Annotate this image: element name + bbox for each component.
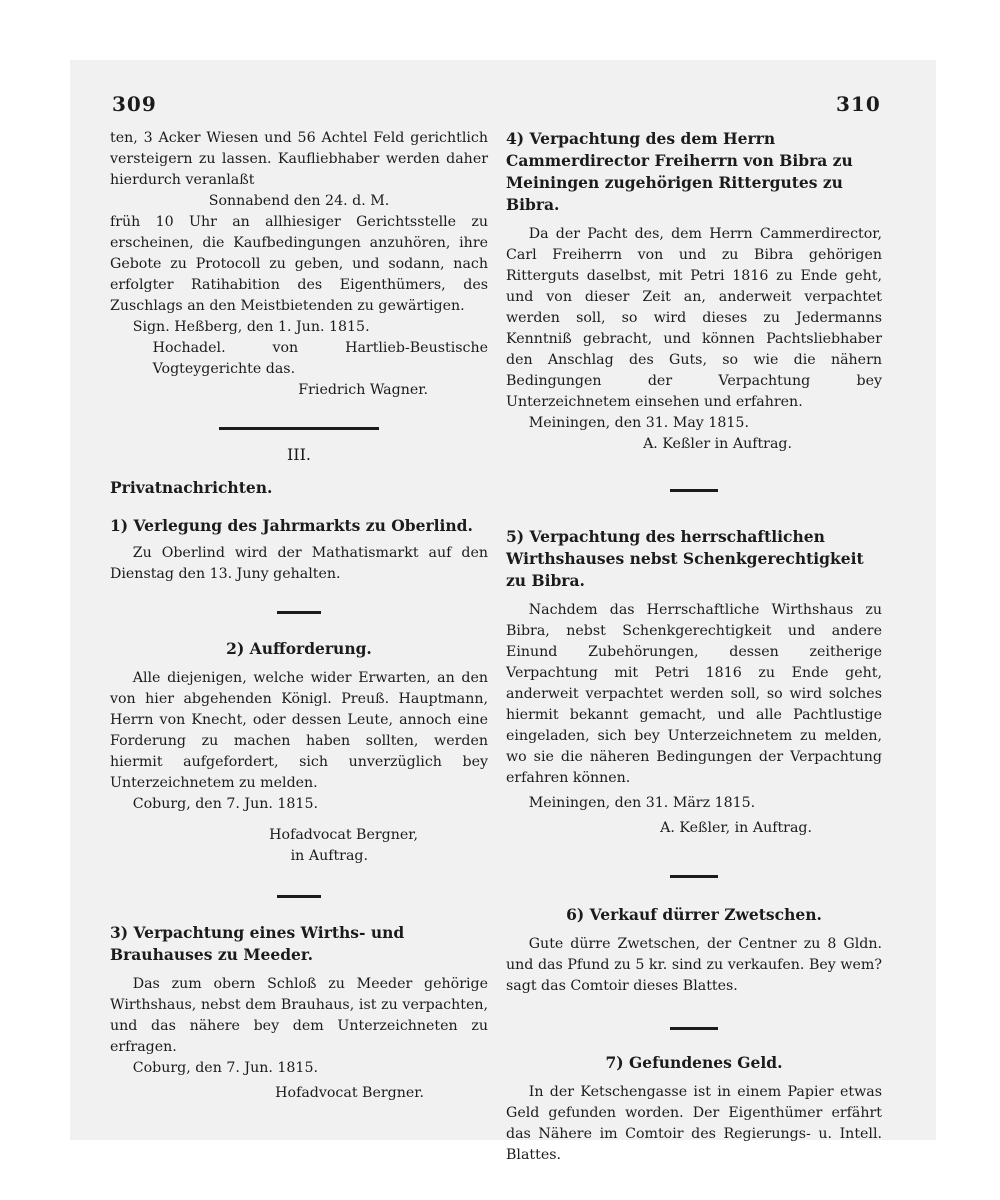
notice-2-body: Alle diejenigen, welche wider Erwarten, an den von hier abgehenden Königl. Preuß. Hauptmann, Herrn von Knecht, oder dessen Leute, annoch eine Forderung zu machen haben sollten, werden hiermit aufgefordert, sich unverzüglich bey Unterzeichnetem zu melden. (110, 670, 488, 791)
notice-4-heading: 4) Verpachtung des dem Herrn Cammerdirector Freiherrn von Bibra zu Meiningen zugehörigen Rittergutes zu Bibra. (506, 129, 853, 214)
notice-1-body: Zu Oberlind wird der Mathatismarkt auf den Dienstag den 13. Juny gehalten. (110, 545, 488, 582)
notice-2-place-date: Coburg, den 7. Jun. 1815. (132, 796, 318, 812)
intro-body-2: früh 10 Uhr an allhiesiger Gerichtsstelle zu erscheinen, die Kaufbedingungen anzuhören, ihre Gebote zu Protocoll zu geben, und sodann, nach erfolgter Ratihabition des Eigenthümers, des Zuschlags an den Meistbietenden zu gewärtigen. (110, 214, 488, 314)
section-number: III. (286, 445, 312, 464)
intro-sign: Sign. Heßberg, den 1. Jun. 1815. (132, 319, 370, 335)
page-number-left: 309 (112, 92, 157, 116)
notice-4-place-date: Meiningen, den 31. May 1815. (528, 415, 749, 431)
notice-5-signer: A. Keßler, in Auftrag. (660, 820, 812, 836)
notice-4-body: Da der Pacht des, dem Herrn Cammerdirector, Carl Freiherrn von und zu Bibra gehörigen Ritterguts daselbst, mit Petri 1816 zu Ende geht, und von dieser Zeit an, anderweit verpachtet werden soll, so wird dieses zu Jedermanns Kenntniß gebracht, und können Pachtsliebhaber den Anschlag des Guts, so wie die nähern Bedingungen der Verpachtung bey Unterzeichnetem einsehen und erfahren. (506, 226, 882, 410)
notice-4-signer: A. Keßler in Auftrag. (643, 436, 792, 452)
notice-5-body: Nachdem das Herrschaftliche Wirthshaus zu Bibra, nebst Schenkgerechtigkeit und andere Einund Zubehörungen, dessen zeitherige Verpachtung mit Petri 1816 zu Ende geht, anderweit verpachtet werden soll, so wird solches hiermit bekannt gemacht, und alle Pachtlustige eingeladen, sich bey Unterzeichnetem zu melden, wo sie die näheren Bedingungen der Verpachtung erfahren können. (506, 602, 882, 786)
right-column (506, 128, 882, 1166)
section-title: Privatnachrichten. (110, 478, 273, 497)
left-column (110, 128, 488, 1104)
notice-1-heading: 1) Verlegung des Jahrmarkts zu Oberlind. (110, 516, 473, 535)
divider (670, 489, 718, 492)
notice-3-place-date: Coburg, den 7. Jun. 1815. (132, 1060, 318, 1076)
intro-signer: Friedrich Wagner. (298, 382, 428, 398)
divider (670, 875, 718, 878)
intro-authority: Hochadel. von Hartlieb-Beustische Vogteygerichte das. (152, 340, 488, 377)
notice-7-heading: 7) Gefundenes Geld. (605, 1053, 783, 1072)
notice-6-body: Gute dürre Zwetschen, der Centner zu 8 Gldn. und das Pfund zu 5 kr. sind zu verkaufen. Bey wem? sagt das Comtoir dieses Blattes. (506, 936, 882, 994)
divider (277, 895, 321, 898)
notice-2-signer: Hofadvocat Bergner, (269, 827, 418, 843)
intro-date-line: Sonnabend den 24. d. M. (208, 193, 390, 209)
notice-3-heading: 3) Verpachtung eines Wirths- und Brauhauses zu Meeder. (110, 923, 405, 964)
notice-2-heading: 2) Aufforderung. (226, 639, 372, 658)
intro-body: ten, 3 Acker Wiesen und 56 Achtel Feld gerichtlich versteigern zu lassen. Kaufliebhaber werden daher hierdurch veranlaßt (110, 130, 488, 188)
notice-2-signer-note: in Auftrag. (290, 848, 368, 864)
notice-3-signer: Hofadvocat Bergner. (275, 1085, 424, 1101)
divider (670, 1027, 718, 1030)
page-number-right: 310 (836, 92, 881, 116)
notice-7-body: In der Ketschengasse ist in einem Papier etwas Geld gefunden worden. Der Eigenthümer erfährt das Nähere im Comtoir des Regierungs- u. Intell. Blattes. (506, 1084, 882, 1163)
section-rule (219, 427, 379, 430)
divider (277, 611, 321, 614)
notice-6-heading: 6) Verkauf dürrer Zwetschen. (566, 905, 822, 924)
notice-5-place-date: Meiningen, den 31. März 1815. (528, 795, 756, 811)
notice-5-heading: 5) Verpachtung des herrschaftlichen Wirthshauses nebst Schenkgerechtigkeit zu Bibra. (506, 527, 864, 590)
notice-3-body: Das zum obern Schloß zu Meeder gehörige Wirthshaus, nebst dem Brauhaus, ist zu verpachten, und das nähere bey dem Unterzeichneten zu erfragen. (110, 976, 488, 1055)
